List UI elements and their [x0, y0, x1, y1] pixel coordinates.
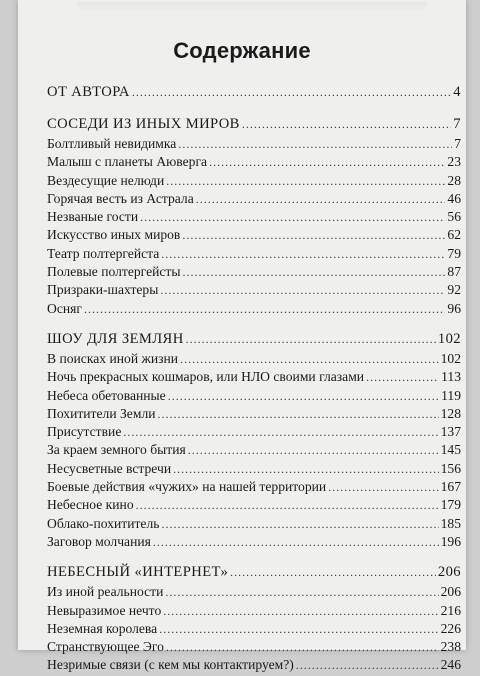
toc-page-number: 179 [440, 497, 461, 513]
dot-leader [186, 332, 436, 347]
toc-entry-title: Осняг [47, 300, 82, 316]
section-gap [47, 104, 461, 116]
toc-page-number: 119 [441, 387, 461, 403]
toc-entry [47, 369, 461, 387]
dot-leader [188, 443, 439, 458]
dot-leader [182, 228, 445, 243]
toc-entry-title: Незваные гости [47, 209, 139, 225]
toc-entry-title: Призраки-шахтеры [47, 282, 159, 298]
toc-page-number: 206 [437, 564, 461, 581]
toc-entry-title: Несусветные встречи [47, 460, 172, 476]
toc-entry-title: Похитители Земли [47, 405, 156, 421]
toc-entry-title: Заговор молчания [47, 533, 151, 549]
table-of-contents [47, 84, 461, 676]
toc-page-number: 23 [447, 154, 461, 170]
toc-page-number: 216 [440, 602, 461, 618]
toc-page-number: 137 [440, 424, 461, 440]
toc-entry-title: Ночь прекрасных кошмаров, или НЛО своими глазами [47, 369, 365, 385]
toc-entry [47, 227, 461, 245]
toc-section-heading [47, 331, 461, 351]
toc-entry [47, 209, 461, 227]
dot-leader [180, 352, 439, 367]
toc-entry [47, 657, 461, 675]
toc-page-number: 87 [447, 264, 461, 280]
toc-entry-title: ШОУ ДЛЯ ЗЕМЛЯН [47, 330, 184, 347]
toc-entry-title: Неземная королева [47, 620, 158, 636]
dot-leader [123, 425, 438, 440]
toc-entry-title: Малыш с планеты Аюверга [47, 154, 208, 170]
toc-entry [47, 479, 461, 497]
dot-leader [153, 535, 439, 550]
toc-entry [47, 406, 461, 424]
toc-page-number: 185 [440, 515, 461, 531]
section-gap [47, 552, 461, 564]
toc-entry [47, 191, 461, 209]
toc-page-number: 4 [453, 84, 461, 100]
toc-page-number: 226 [440, 620, 461, 636]
toc-entry-title: Болтливый невидимка [47, 136, 177, 151]
dot-leader [196, 192, 446, 207]
dot-leader [366, 370, 439, 385]
toc-entry-title: За краем земного бытия [47, 442, 186, 458]
toc-entry-title: Странствующее Эго [47, 639, 164, 655]
toc-entry [47, 639, 461, 657]
toc-entry-title: Вездесущие нелюди [47, 172, 165, 188]
toc-entry [47, 534, 461, 552]
toc-entry-title: Облако-похититель [47, 515, 160, 531]
toc-entry [47, 584, 461, 602]
toc-entry-title: В поисках иной жизни [47, 350, 179, 366]
toc-page-number: 92 [447, 282, 461, 298]
dot-leader [161, 517, 438, 532]
dot-leader [173, 462, 439, 477]
toc-page-number: 238 [440, 639, 461, 655]
toc-page-number: 156 [440, 460, 461, 476]
toc-entry [47, 442, 461, 460]
dot-leader [132, 85, 451, 100]
toc-page-number: 62 [447, 227, 461, 243]
toc-page-number: 7 [454, 136, 461, 151]
toc-entry [47, 603, 461, 621]
dot-leader [209, 155, 445, 170]
toc-entry [47, 264, 461, 282]
dot-leader [230, 565, 436, 580]
toc-entry [47, 424, 461, 442]
toc-entry-title: Из иной реальности [47, 584, 164, 600]
page-title: Содержание [173, 38, 311, 63]
toc-entry-title: Незримые связи (с кем мы контактируем?) [47, 657, 294, 673]
dot-leader [160, 283, 445, 298]
toc-entry-title: Полевые полтергейсты [47, 264, 181, 280]
toc-page-number: 28 [447, 172, 461, 188]
toc-entry [47, 351, 461, 369]
dot-leader [166, 640, 439, 655]
toc-entry-title: СОСЕДИ ИЗ ИНЫХ МИРОВ [47, 116, 240, 132]
toc-entry [47, 136, 461, 154]
dot-leader [296, 658, 439, 673]
dot-leader [84, 302, 445, 317]
toc-page-number: 145 [440, 442, 461, 458]
toc-page-number: 206 [440, 584, 461, 600]
toc-entry [47, 154, 461, 172]
toc-entry [47, 497, 461, 515]
toc-section-heading [47, 116, 461, 136]
toc-entry [47, 173, 461, 191]
dot-leader [183, 265, 446, 280]
book-page [18, 0, 466, 673]
toc-entry [47, 301, 461, 319]
toc-entry-title: ОТ АВТОРА [47, 84, 130, 100]
toc-page-number: 56 [447, 209, 461, 225]
dot-leader [159, 622, 438, 637]
bleed-through-shadow [78, 2, 426, 12]
dot-leader [163, 604, 438, 619]
toc-entry-title: Невыразимое нечто [47, 602, 162, 618]
toc-page-number: 79 [447, 245, 461, 261]
toc-entry-title: Боевые действия «чужих» на нашей территории [47, 479, 327, 495]
toc-section-heading [47, 84, 461, 104]
toc-entry-title: Горячая весть из Астрала [47, 190, 194, 206]
toc-page-number: 246 [440, 657, 461, 673]
section-gap [47, 319, 461, 331]
toc-entry-title: Небеса обетованные [47, 387, 166, 403]
dot-leader [136, 498, 439, 513]
dot-leader [161, 247, 445, 262]
toc-entry-title: Театр полтергейста [47, 245, 160, 261]
dot-leader [165, 585, 438, 600]
toc-entry [47, 461, 461, 479]
toc-page-number: 96 [447, 300, 461, 316]
dot-leader [242, 117, 451, 132]
toc-page-number: 46 [447, 190, 461, 206]
toc-page-number: 196 [440, 533, 461, 549]
toc-entry-title: НЕБЕСНЫЙ «ИНТЕРНЕТ» [47, 564, 229, 581]
dot-leader [166, 174, 445, 189]
toc-page-number: 128 [440, 405, 461, 421]
dot-leader [158, 407, 439, 422]
toc-entry [47, 282, 461, 300]
dot-leader [328, 480, 438, 495]
dot-leader [178, 137, 452, 152]
toc-entry [47, 246, 461, 264]
toc-entry-title: Искусство иных миров [47, 227, 181, 243]
toc-page-number: 102 [440, 350, 461, 366]
toc-entry [47, 621, 461, 639]
toc-page-number: 7 [453, 116, 461, 132]
dot-leader [140, 210, 445, 225]
toc-page-number: 102 [437, 330, 461, 347]
dot-leader [168, 389, 439, 404]
toc-entry-title: Присутствие [47, 424, 122, 440]
toc-page-number: 113 [441, 369, 461, 385]
toc-page-number: 167 [440, 479, 461, 495]
toc-entry [47, 516, 461, 534]
toc-entry [47, 388, 461, 406]
toc-entry-title: Небесное кино [47, 497, 134, 513]
toc-section-heading [47, 564, 461, 584]
